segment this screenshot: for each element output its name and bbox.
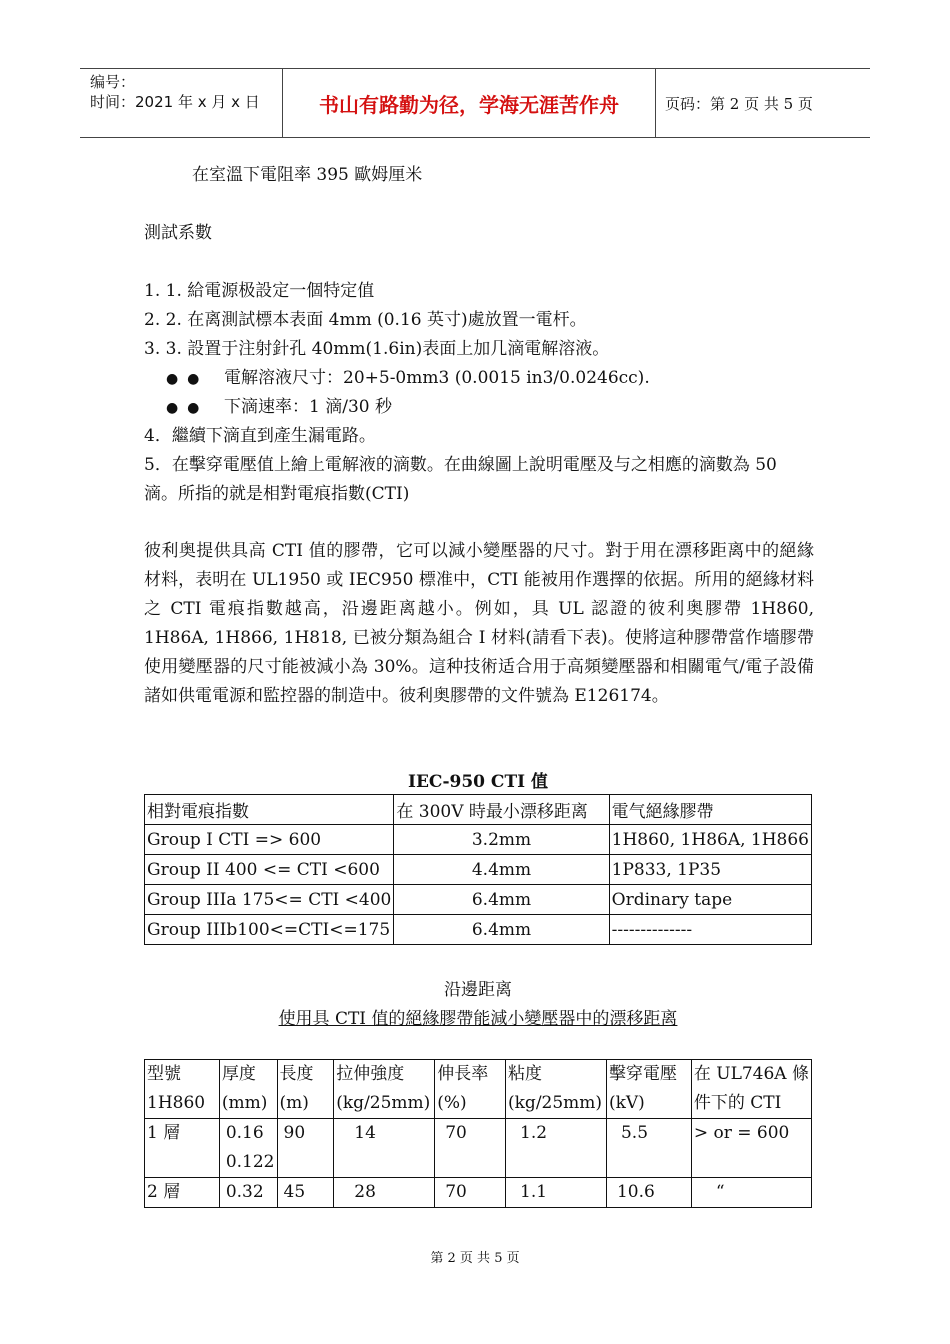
time-label: 时间：2021 年 x 月 x 日 (90, 93, 260, 111)
table-cell: 4.4mm (394, 855, 609, 885)
step-3: 3. 3. 設置于注射針孔 40mm(1.6in)表面上加几滴電解溶液。 (144, 339, 610, 359)
table-header-cell: 長度 (277, 1060, 334, 1090)
table-cell: 2 層 (145, 1178, 220, 1208)
table2-subcaption: 使用具 CTI 值的絕緣膠帶能減小變壓器中的漂移距离 (278, 1009, 678, 1029)
table-cell: 28 (334, 1178, 435, 1208)
table-cell: 5.5 (606, 1119, 691, 1178)
header-page-label: 页码：第 2 页 共 5 页 (665, 94, 813, 113)
table-row (145, 855, 812, 885)
table-cell: Group IIIa 175<= CTI <400 (145, 885, 394, 915)
table-header-row (145, 1060, 812, 1090)
table-header-cell: (mm) (219, 1089, 277, 1119)
thickness-value-2: 0.122 (225, 1152, 275, 1172)
page-footer: 第 2 页 共 5 页 (430, 1251, 520, 1266)
thickness-value: 0.16 (225, 1123, 264, 1143)
table-cell: 10.6 (606, 1178, 691, 1208)
bullet-text: 電解溶液尺寸：20+5-0mm3 (0.0015 in3/0.0246cc). (224, 368, 650, 388)
table-header-cell: 厚度 (219, 1060, 277, 1090)
header-motto: 书山有路勤为径，学海无涯苦作舟 (282, 69, 656, 137)
table-cell: 0.32 (219, 1178, 277, 1208)
table-row (145, 1119, 812, 1178)
step-5-text: 5．在擊穿電壓值上繪上電解液的滴數。在曲線圖上說明電壓及与之相應的滴數為 50 滴。所指的就是相對電痕指數(CTI) (144, 455, 777, 504)
bullet-icon: ● ● (166, 400, 200, 416)
bullet-item-2 (166, 393, 392, 423)
table-cell (219, 1119, 277, 1178)
table-cell: 1 層 (145, 1119, 220, 1178)
bullet-text: 下滴速率：1 滴/30 秒 (224, 397, 392, 417)
cti-table (144, 794, 812, 945)
table-cell: 90 (277, 1119, 334, 1178)
section-heading: 測試系數 (144, 223, 212, 243)
page-header (80, 68, 870, 138)
table-cell: 1.1 (506, 1178, 607, 1208)
table-cell: 1.2 (506, 1119, 607, 1178)
bullet-item-1 (166, 364, 650, 394)
table-cell: 3.2mm (394, 825, 609, 855)
table-header-cell: 型號 (145, 1060, 220, 1090)
table-header-cell: 擊穿電壓 (606, 1060, 691, 1090)
table-header-cell: 拉伸強度 (334, 1060, 435, 1090)
table-header-cell: (%) (435, 1089, 506, 1119)
table-header-cell: 在 300V 時最小漂移距离 (394, 795, 609, 825)
tape-spec-table (144, 1059, 812, 1208)
table-cell: Group II 400 <= CTI <600 (145, 855, 394, 885)
table-cell: 1H860, 1H86A, 1H866 (609, 825, 811, 855)
step-2: 2. 2. 在离測試標本表面 4mm (0.16 英寸)處放置一電杆。 (144, 310, 587, 330)
bullet-icon: ● ● (166, 371, 200, 387)
table-cell: Ordinary tape (609, 885, 811, 915)
table-row (145, 885, 812, 915)
step-1: 1. 1. 給電源极設定一個特定值 (144, 281, 375, 301)
table-cell: 70 (435, 1178, 506, 1208)
table-cell: 70 (435, 1119, 506, 1178)
table-header-cell: 1H860 (145, 1089, 220, 1119)
table-cell: “ (691, 1178, 811, 1208)
resistivity-line: 在室溫下電阻率 395 歐姆厘米 (192, 165, 423, 185)
code-label: 编号： (90, 73, 136, 91)
description-paragraph (144, 537, 814, 711)
paragraph-text: 彼利奥提供具高 CTI 值的膠帶，它可以減小變壓器的尺寸。對于用在漂移距离中的絕緣材料，表明在 UL1950 或 IEC950 標准中，CTI 能被用作選擇的依据。所用的絕緣材料之 CTI 電痕指數越高，沿邊距离越小。例如，具 UL 認證的彼利奥膠帶 1H860, 1H86A, 1H866, 1H818, 已被分類為組合 I 材料(請看下表)。使將這种膠帶當作墻膠帶使用變壓器的尺寸能被減小為 30%。這种技術适合用于高頻變壓器和相關電气/電子設備諸如供電電源和監控器的制造中。彼利奥膠帶的文件號為 E126174。 (144, 541, 814, 706)
table-header-cell: (kg/25mm) (506, 1089, 607, 1119)
table-header-cell: 電气絕緣膠帶 (609, 795, 811, 825)
table-cell: 45 (277, 1178, 334, 1208)
table-row (145, 825, 812, 855)
table-header-row (145, 795, 812, 825)
table-row (145, 915, 812, 945)
header-meta (80, 69, 282, 137)
table-cell: Group I CTI => 600 (145, 825, 394, 855)
table-row (145, 1178, 812, 1208)
table-header-cell: 相對電痕指數 (145, 795, 394, 825)
table-header-cell: 件下的 CTI (691, 1089, 811, 1119)
table-cell: 6.4mm (394, 885, 609, 915)
table-cell: Group IIIb100<=CTI<=175 (145, 915, 394, 945)
table-header-cell: (kg/25mm) (334, 1089, 435, 1119)
table-cell: 14 (334, 1119, 435, 1178)
table-header-cell: 在 UL746A 條 (691, 1060, 811, 1090)
step-5 (144, 451, 814, 509)
table-header-cell: (kV) (606, 1089, 691, 1119)
table2-caption: 沿邊距离 (444, 980, 512, 1000)
table-header-cell: (m) (277, 1089, 334, 1119)
table-cell: 1P833, 1P35 (609, 855, 811, 885)
table-cell: -------------- (609, 915, 811, 945)
step-4: 4．繼續下滴直到產生漏電路。 (144, 426, 376, 446)
table-cell: > or = 600 (691, 1119, 811, 1178)
table-cell: 6.4mm (394, 915, 609, 945)
table-header-cell: 伸長率 (435, 1060, 506, 1090)
table-header-row (145, 1089, 812, 1119)
table-header-cell: 粘度 (506, 1060, 607, 1090)
table1-title: IEC-950 CTI 值 (408, 772, 548, 792)
